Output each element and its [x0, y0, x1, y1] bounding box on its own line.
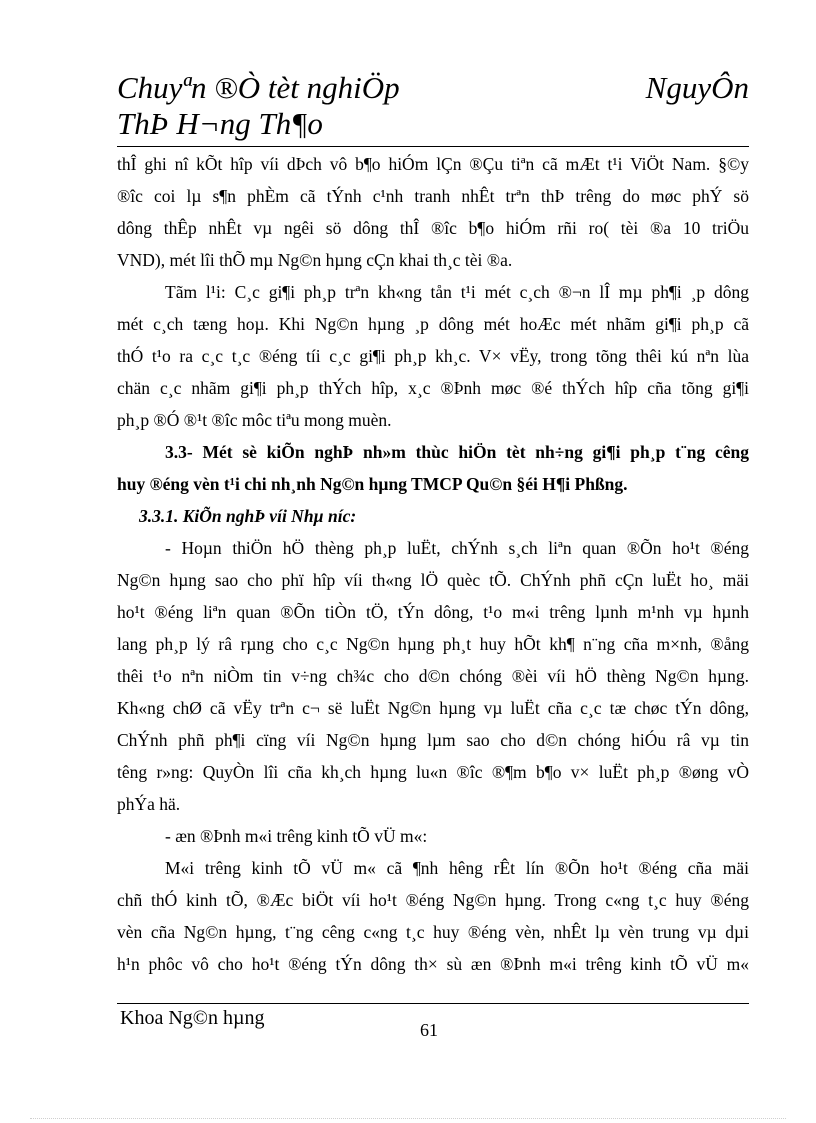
text-line: thÎ ghi nî kÕt hîp víi dÞch vô b¶o hiÓm lÇn ®Çu tiªn cã mÆt t¹i ViÖt Nam. §©y	[117, 154, 749, 174]
paragraph-macro-environment	[117, 852, 749, 980]
text-line: huy ®éng vèn t¹i chi nh¸nh Ng©n hµng TMCP Qu©n §éi H¶i Phßng.	[117, 474, 628, 494]
text-line: 3.3- Mét sè kiÕn nghÞ nh»m thùc hiÖn tèt nh÷ng gi¶i ph¸p t¨ng cêng	[165, 442, 749, 462]
header-title-line1: Chuyªn ®Ò tèt nghiÖp	[117, 70, 400, 105]
paragraph-card-insurance	[117, 148, 749, 276]
text-line: chän c¸c nhãm gi¶i ph¸p thÝch hîp, x¸c ®Þnh møc ®é thÝch hîp cña tõng gi¶i	[117, 378, 749, 398]
document-body	[117, 148, 749, 980]
text-line: dông thÊp nhÊt vµ ngêi sö dông thÎ ®îc b¶o hiÓm rñi ro( tèi ®a 10 triÖu	[117, 218, 749, 238]
text-line: Kh«ng chØ cã vËy trªn c¬ së luËt Ng©n hµng vµ luËt cña c¸c tæ chøc tÝn dông,	[117, 698, 749, 718]
section-heading-3-3	[117, 436, 749, 500]
text-line: ChÝnh phñ ph¶i cïng víi Ng©n hµng lµm sao cho d©n chóng hiÓu râ vµ tin	[117, 730, 749, 750]
text-line: 3.3.1. KiÕn nghÞ víi Nhµ níc:	[139, 506, 357, 526]
text-line: ®îc coi lµ s¶n phÈm cã tÝnh c¹nh tranh nhÊt trªn thÞ trêng do møc phÝ sö	[117, 186, 749, 206]
text-line: VND), mét lîi thÕ mµ Ng©n hµng cÇn khai th¸c tèi ®a.	[117, 250, 513, 270]
page-number: 61	[420, 1020, 438, 1040]
text-line: chñ thÓ kinh tÕ, ®Æc biÖt víi ho¹t ®éng Ng©n hµng. Trong c«ng t¸c huy ®éng	[117, 890, 749, 910]
header-title-line2: ThÞ H¬ng Th¶o	[117, 106, 323, 141]
footer-department: Khoa Ng©n hµng	[120, 1007, 265, 1029]
text-line: phÝa hä.	[117, 794, 181, 814]
text-line: vèn cña Ng©n hµng, t¨ng cêng c«ng t¸c huy ®éng vèn, nhÊt lµ vèn trung vµ dµi	[117, 922, 749, 942]
footer-divider	[117, 1003, 749, 1004]
text-line: têng r»ng: QuyÒn lîi cña kh¸ch hµng lu«n ®îc ®¶m b¶o v× luËt ph¸p ®øng vÒ	[117, 762, 749, 782]
text-line: thêi t¹o nªn niÒm tin v÷ng ch¾c cho d©n chóng ®èi víi hÖ thèng Ng©n hµng.	[117, 666, 749, 686]
text-line: Ng©n hµng sao cho phï hîp víi th«ng lÖ quèc tÕ. ChÝnh phñ cÇn luËt ho¸ mäi	[117, 570, 749, 590]
text-line: h¹n phôc vô cho ho¹t ®éng tÝn dông th× sù æn ®Þnh m«i trêng kinh tÕ vÜ m«	[117, 954, 749, 974]
text-line: - æn ®Þnh m«i trêng kinh tÕ vÜ m«:	[165, 826, 428, 846]
text-line: lang ph¸p lý râ rµng cho c¸c Ng©n hµng ph¸t huy hÕt kh¶ n¨ng cña m×nh, ®ång	[117, 634, 749, 654]
subsection-heading-3-3-1	[117, 500, 749, 532]
paragraph-legal-framework	[117, 532, 749, 820]
header-author-firstname: NguyÔn	[645, 70, 749, 105]
page-boundary-dotted-line	[30, 1118, 786, 1119]
text-line: mét c¸ch tæng hoµ. Khi Ng©n hµng ¸p dông mét hoÆc mét nhãm gi¶i ph¸p cã	[117, 314, 749, 334]
paragraph-summary	[117, 276, 749, 436]
text-line: thÓ t¹o ra c¸c t¸c ®éng tíi c¸c gi¶i ph¸p kh¸c. V× vËy, trong tõng thêi kú nªn lùa	[117, 346, 749, 366]
text-line: M«i trêng kinh tÕ vÜ m« cã ¶nh hêng rÊt lín ®Õn ho¹t ®éng cña mäi	[165, 858, 749, 878]
text-line: ph¸p ®Ó ®¹t ®îc môc tiªu mong muèn.	[117, 410, 392, 430]
text-line: ho¹t ®éng liªn quan ®Õn tiÒn tÖ, tÝn dông, t¹o m«i trêng lµnh m¹nh vµ hµnh	[117, 602, 749, 622]
text-line: Tãm l¹i: C¸c gi¶i ph¸p trªn kh«ng tån t¹i mét c¸ch ®¬n lÎ mµ ph¶i ¸p dông	[165, 282, 749, 302]
paragraph-macro-stability-heading	[117, 820, 749, 852]
text-line: - Hoµn thiÖn hÖ thèng ph¸p luËt, chÝnh s¸ch liªn quan ®Õn ho¹t ®éng	[165, 538, 749, 558]
page-header	[117, 68, 749, 147]
